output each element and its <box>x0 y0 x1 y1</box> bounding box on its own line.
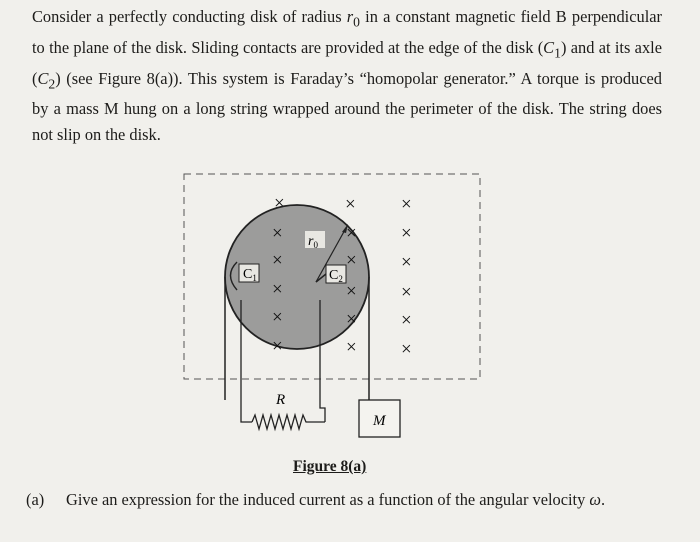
field-cross: × <box>401 282 412 303</box>
field-cross: × <box>346 250 357 271</box>
r0-variable: r <box>346 7 354 26</box>
field-cross: × <box>274 193 285 214</box>
field-cross: × <box>346 337 357 358</box>
paragraph-text-2: in a constant magnetic field B perpendicular to the plane of the disk. Sliding contacts are provided at the edge of the disk ( <box>32 7 662 57</box>
field-cross: × <box>401 194 412 215</box>
omega-symbol: ω <box>589 490 601 509</box>
field-cross: × <box>272 307 283 328</box>
c1-subscript: 1 <box>554 45 561 61</box>
c2-subscript: 2 <box>48 75 56 91</box>
field-cross: × <box>401 223 412 244</box>
paragraph-text-1: Consider a perfectly conducting disk of radius <box>32 7 347 26</box>
field-cross: × <box>272 223 283 244</box>
resistor-label: R <box>276 392 286 408</box>
mass-label: M <box>373 413 386 429</box>
field-cross: × <box>272 250 283 271</box>
question-label: (a) <box>26 490 45 509</box>
question-a <box>26 490 605 510</box>
field-cross: × <box>272 336 283 357</box>
field-cross: × <box>401 252 412 273</box>
r0-label: $r_0$ <box>308 234 318 250</box>
c2-label: $C_2$ <box>329 268 343 284</box>
question-end: . <box>600 490 606 509</box>
question-text: Give an expression for the induced current as a function of the angular velocity <box>66 490 590 509</box>
field-cross: × <box>346 281 357 302</box>
figure-caption: Figure 8(a) <box>293 458 367 475</box>
field-cross: × <box>345 194 356 215</box>
field-cross: × <box>272 279 283 300</box>
resistor-R <box>252 415 325 429</box>
r0-subscript: 0 <box>353 14 360 30</box>
paragraph-text-4: ) (see Figure 8(a)). This system is Faraday’s “homopolar generator.” A torque is produced by a mass M hung on a long string wrapped around the perimeter of the disk. The string does not slip on the disk. <box>32 68 662 144</box>
field-cross: × <box>346 309 357 330</box>
c1-label: $C_1$ <box>243 267 257 283</box>
c1-variable: C <box>543 37 555 57</box>
field-cross: × <box>401 339 412 360</box>
paragraph-text-3: ) and at its axle ( <box>32 37 662 88</box>
field-cross: × <box>401 310 412 331</box>
field-cross: × <box>346 223 357 244</box>
c2-variable: C <box>37 68 49 88</box>
